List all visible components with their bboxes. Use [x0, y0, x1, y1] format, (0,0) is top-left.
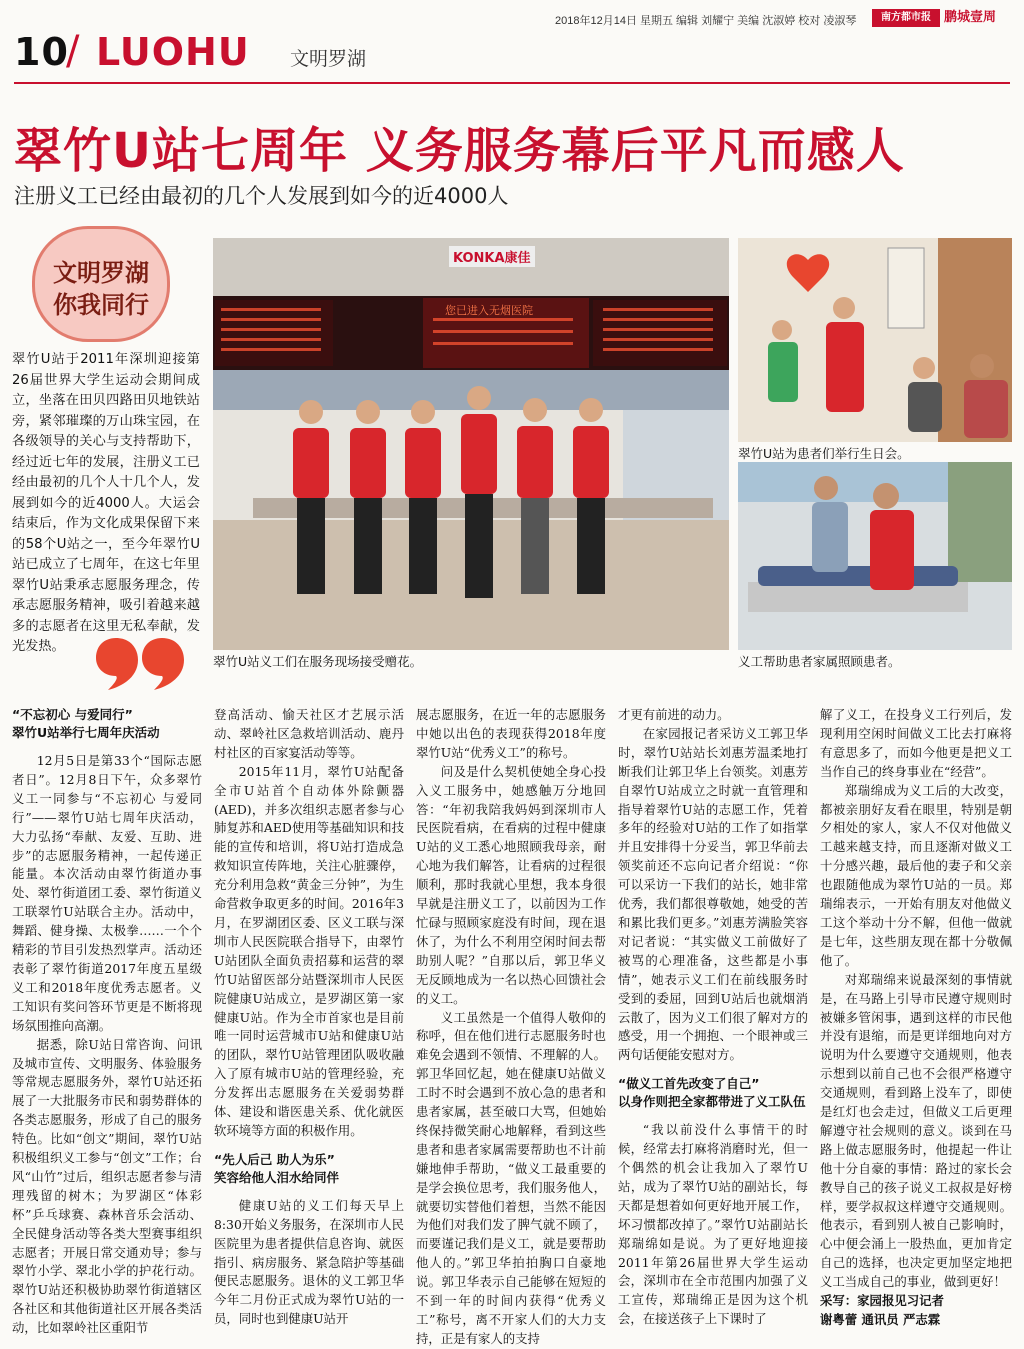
- col5-paragraph-2: 郑瑞绵成为义工后的大改变，都被亲朋好友看在眼里，特别是朝夕相处的家人，家人不仅对他做义工越来越支持，而且逐渐对做义工十分感兴趣，最后他的妻子和父亲也跟随他成为翠竹U站的一员。郑瑞绵表示，一开始有朋友对他做义工这个举动十分不解，但他一做就是七年，这些朋友现在都十分敬佩他了。: [820, 782, 1012, 968]
- section-title: LUOHU: [96, 30, 250, 74]
- supplement-brand: 鹏城壹周: [944, 10, 997, 25]
- article-column-4: [618, 706, 808, 1329]
- top-info-bar: [0, 6, 1024, 32]
- led-board-text: 您已进入无烟医院: [445, 304, 533, 317]
- main-photo: [213, 238, 729, 650]
- col2-paragraph-3: 健康U站的义工们每天早上8:30开始义务服务，在深圳市人民医院里为患者提供信息咨询、就医指引、病房服务、紧急陪护等基础便民志愿服务。退休的义工郭卫华今年二月份正式成为翠竹U站的一员，同时也到健康U站开: [214, 1197, 404, 1327]
- col3-paragraph-3: 义工虽然是一个值得人敬仰的称呼，但在他们进行志愿服务时也难免会遇到不领情、不理解的人。郭卫华回忆起，她在健康U站做义工时不时会遇到不放心急的患者和患者家属，甚至破口大骂，但她始终保持微笑耐心地解释，看到这些患者和患者家属需要帮助也不计前嫌地伸手帮助，“做义工最重要的是学会换位思考，我们服务他人，就要切实替他们着想，当然不能因为他们对我们发了脾气就不顾了，而要谨记我们是义工，就是要帮助他人的。”郭卫华拍拍胸口自豪地说。郭卫华表示自己能够在短短的不到一年的时间内获得“优秀义工”称号，离不开家人们的大力支持，正是有家人的支持: [416, 1009, 606, 1346]
- birthday-photo: [738, 238, 1012, 442]
- col1-paragraph-2: 据悉，除U站日常咨询、问讯及城市宣传、文明服务、体验服务等常规志愿服务外，翠竹U站还拓展了一大批服务市民和弱势群体的各类志愿服务，形成了自己的服务特色。比如“创文”期间，翠竹U站积极组织义工参与“创文”工作；台风“山竹”过后，组织志愿者参与清理残留的树木；为罗湖区“体彩杯”乒乓球赛、森林音乐会活动、全民健身活动等各类大型赛事组织志愿者；开展日常交通劝导；参与翠竹小学、翠北小学的护花行动。翠竹U站还积极协助翠竹街道辖区各社区和其他街道社区开展各类活动，比如翠岭社区重阳节: [12, 1036, 202, 1336]
- byline-names: 谢粤蕾 通讯员 严志霖: [820, 1312, 941, 1327]
- col4-paragraph-2: 在家园报记者采访义工郭卫华时，翠竹U站站长刘惠芳温柔地打断我们让郭卫华上台领奖。刘惠芳自翠竹U站成立之时就一直管理和指导着翠竹U站的志愿工作，凭着多年的经验对U站的工作了如指掌并且安排得十分妥当，郭卫华前去领奖前还不忘向记者介绍说：“你可以采访一下我们的站长，她非常优秀，我们都很尊敬她，她受的苦和累比我们更多。”刘惠芳满脸笑容对记者说：“其实做义工前做好了被骂的心理准备，这些都是小事情”，她表示义工们在前线服务时受到的委屈，回到U站后也就烟消云散了，因为义工们很了解对方的感受，用一个拥抱、一个眼神或三两句话便能安慰对方。: [618, 725, 808, 1063]
- col2-paragraph-1: 登高活动、愉天社区才艺展示活动、翠岭社区急救培训活动、鹿丹村社区的百家宴活动等等。: [214, 707, 404, 760]
- issue-info: 2018年12月14日 星期五 编辑 刘耀宁 美编 沈淑婷 校对 凌淑琴: [555, 15, 857, 27]
- col5-paragraph-1: 解了义工，在投身义工行列后，发现利用空闲时间做义工比去打麻将有意思多了，而如今他更是把义工当作自己的终身事业在“经营”。: [820, 707, 1012, 779]
- headline: 翠竹U站七周年 义务服务幕后平凡而感人: [14, 123, 905, 179]
- civilization-luohu-logo: [32, 226, 170, 342]
- care-photo: [738, 462, 1012, 650]
- quote-marks-icon: [94, 636, 184, 690]
- col3-paragraph-2: 问及是什么契机使她全身心投入义工服务中，她感触万分地回答：“年初我陪我妈妈到深圳市人民医院看病，在看病的过程中健康U站的义工悉心地照顾我母亲，耐心地为我们解答，让看病的过程很顺利，那时我就心里想，我本身很早就是注册义工了，以前因为工作忙碌与照顾家庭没有时间，现在退休了，为什么不利用空闲时间去帮助别人呢？”自那以后，郭卫华义无反顾地成为一名以热心回馈社会的义工。: [416, 763, 606, 1006]
- main-photo-caption: 翠竹U站义工们在服务现场接受赠花。: [213, 654, 423, 669]
- section-subtitle: 文明罗湖: [290, 48, 367, 70]
- care-photo-caption: 义工帮助患者家属照顾患者。: [738, 654, 901, 669]
- byline-reporter: 采写：家园报见习记者: [820, 1293, 944, 1309]
- col5-paragraph-3: 对郑瑞绵来说最深刻的事情就是，在马路上引导市民遵守规则时被嫌多管闲事，遇到这样的市民他并没有退缩，而是更详细地向对方说明为什么要遵守交通规则，他表示想到以前自己也不会很严格遵守交通规则，看到路上没车了，即使是红灯也会走过，但做义工后更理解遵守社会规则的意义。谈到在马路上做志愿服务时，他提起一件让他十分自豪的事情：路过的家长会教导自己的孩子说义工叔叔是好榜样，要学叔叔这样遵守交通规则。他表示，看到别人被自己影响时，心中便会涌上一股热血，更加肯定自己的选择，也决定更加坚定地把义工当成自己的事业，做到更好！: [820, 971, 1012, 1290]
- konka-sign: KONKA康佳: [449, 246, 535, 267]
- birthday-photo-drawing: [738, 238, 1012, 442]
- newspaper-brand: 南方都市报: [872, 9, 940, 27]
- col1-paragraph-1: 12月5日是第33个“国际志愿者日”。12月8日下午，众多翠竹义工一同参与“不忘初心 与爱同行”——翠竹U站七周年庆活动，大力弘扬“奉献、友爱、互助、进步”的志愿服务精神，一起传递正能量。本次活动由翠竹街道办事处、翠竹街道团工委、翠竹街道义工联翠竹U站联合主办。活动中，舞蹈、健身操、太极拳……一个个精彩的节目引发热烈掌声。活动还表彰了翠竹街道2017年度五星级义工和2018年度优秀志愿者。义工知识有奖问答环节更是不断将现场氛围推向高潮。: [12, 753, 202, 1033]
- col4-paragraph-3: “我以前没什么事情干的时候，经常去打麻将消磨时光，但一个偶然的机会让我加入了翠竹U站，成为了翠竹U站的副站长，每天都是想着如何更好地开展工作，坏习惯都改掉了。”翠竹U站副站长郑瑞绵如是说。为了更好地迎接2011年第26届世界大学生运动会，深圳市在全市范围内加强了义工宣传，郑瑞绵正是因为这个机会，在接送孩子上下课时了: [618, 1122, 808, 1327]
- header-slash: /: [66, 28, 80, 74]
- article-column-5: [820, 706, 1012, 1330]
- logo-line-2: 你我同行: [53, 291, 149, 319]
- article-column-2: [214, 706, 404, 1329]
- col2-subheading: 笑容给他人泪水给同伴: [214, 1169, 340, 1185]
- col2-heading: “先人后己 助人为乐”: [214, 1151, 335, 1167]
- article-column-1: [12, 706, 202, 1338]
- care-photo-drawing: [738, 462, 1012, 650]
- col4-subheading: 以身作则把全家都带进了义工队伍: [618, 1094, 806, 1110]
- birthday-photo-caption: 翠竹U站为患者们举行生日会。: [738, 446, 910, 461]
- page-number: 10: [14, 30, 69, 74]
- header-rule: [14, 82, 1010, 84]
- logo-line-1: 文明罗湖: [53, 259, 149, 287]
- intro-paragraph: 翠竹U站于2011年深圳迎接第26届世界大学生运动会期间成立，坐落在田贝四路田贝地铁站旁，紧邻璀璨的万山珠宝园，在各级领导的关心与支持帮助下，经过近七年的发展，注册义工已经由最初的几个人十几个人，发展到如今的近4000人。大运会结束后，作为文化成果保留下来的58个U站之一，至今年翠竹U站已成立了七周年，在这七年里翠竹U站秉承志愿服务理念，传承志愿服务精神，吸引着越来越多的志愿者在这里无私奉献，发光发热。: [12, 352, 200, 654]
- main-photo-drawing: [213, 238, 729, 650]
- col4-heading: “做义工首先改变了自己”: [618, 1076, 760, 1092]
- col4-paragraph-1: 才更有前进的动力。: [618, 707, 730, 722]
- col3-paragraph-1: 展志愿服务，在近一年的志愿服务中她以出色的表现获得2018年度翠竹U站“优秀义工”的称号。: [416, 707, 606, 760]
- subheadline: 注册义工已经由最初的几个人发展到如今的近4000人: [14, 184, 509, 208]
- col2-paragraph-2: 2015年11月，翠竹U站配备全市U站首个自动体外除颤器(AED)，并多次组织志愿者参与心肺复苏和AED使用等基础知识和技能的宣传和培训，将U站打造成急救知识宣传阵地，关注心脏骤停，充分利用急救“黄金三分钟”，为生命营救争取更多的时间。2016年3月，在罗湖团区委、区义工联与深圳市人民医院联合指导下，由翠竹U站团队全面负责招募和运营的翠竹U站留医部分站暨深圳市人民医院健康U站成立，是罗湖区第一家健康U站。作为全市首家也是目前唯一同时运营城市U站和健康U站的团队，翠竹U站管理团队吸收融入了原有城市U站的管理经验，充分发挥出志愿服务在关爱弱势群体、建设和谐医患关系、优化就医软环境等方面的积极作用。: [214, 763, 404, 1138]
- col1-heading: “不忘初心 与爱同行”: [12, 707, 133, 722]
- col1-subheading: 翠竹U站举行七周年庆活动: [12, 725, 160, 740]
- article-column-3: [416, 706, 606, 1349]
